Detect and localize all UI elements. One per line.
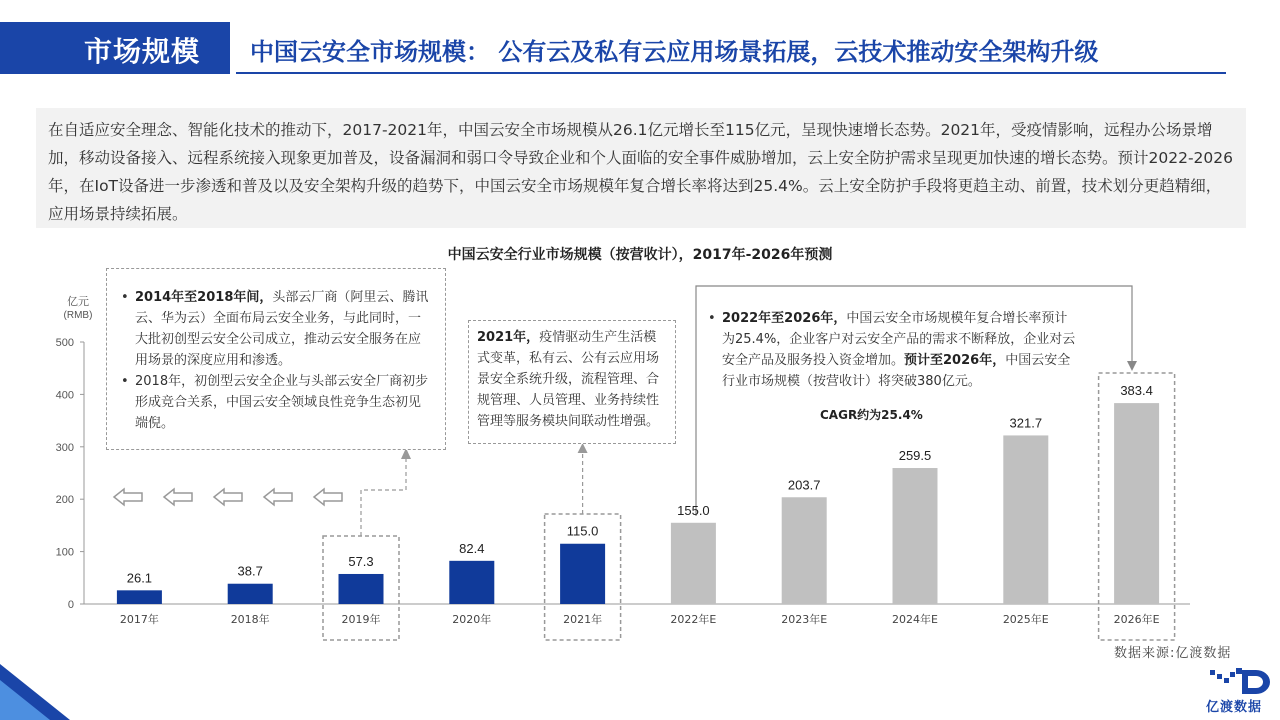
y-tick-label: 0: [67, 599, 74, 611]
data-label: 155.0: [677, 502, 710, 518]
x-tick-label: 2025年E: [1002, 613, 1049, 626]
cagr-label: CAGR约为25.4%: [820, 408, 923, 422]
bar: [560, 544, 605, 604]
bar: [1114, 403, 1159, 604]
y-axis-label: (RMB): [63, 310, 93, 321]
y-tick-label: 100: [55, 546, 74, 559]
left-arrow-icon: [114, 489, 142, 505]
callout-bullet: [113, 371, 431, 434]
callout-text: 中国云安全行业市场规模（按营收计）将突破380亿元。: [722, 353, 1071, 389]
bar: [449, 561, 494, 604]
callout-bold: 2021年，: [477, 330, 540, 345]
callout-text: 2018年，初创型云安全企业与头部云安全厂商初步形成竞合关系，中国云安全领域良性竞争生态初见端倪。: [135, 374, 429, 431]
connector-line: [361, 458, 406, 536]
data-label: 203.7: [787, 477, 821, 493]
corner-decoration: [0, 664, 70, 720]
callout-text: 中国云安全市场规模年复合增长率预计为25.4%，企业客户对云安全产品的需求不断释放，企业对云安全产品及服务投入资金增加。: [722, 311, 1076, 368]
y-tick-label: 200: [55, 494, 74, 507]
callout-bullet: [113, 287, 431, 371]
callout-bold: 预计至2026年，: [904, 353, 1006, 368]
section-label: 市场规模: [84, 35, 201, 68]
callout-2014-2018: [106, 268, 446, 450]
x-tick-label: 2019年: [341, 613, 381, 626]
bar: [782, 497, 827, 604]
bar: [893, 468, 938, 604]
y-tick-label: 500: [55, 337, 74, 349]
data-label: 38.7: [237, 563, 263, 579]
x-tick-label: 2018年: [230, 613, 270, 626]
data-label: 321.7: [1009, 415, 1043, 431]
left-arrow-icon: [314, 489, 342, 505]
callout-bold: 2022年至2026年，: [722, 311, 847, 326]
x-tick-label: 2021年: [563, 613, 603, 626]
x-tick-label: 2023年E: [781, 613, 828, 626]
bar: [228, 584, 273, 604]
data-label: 383.4: [1120, 383, 1153, 399]
left-arrow-icon: [214, 489, 242, 505]
bar: [671, 523, 716, 604]
forecast-arrowhead: [1127, 361, 1137, 371]
data-label: 259.5: [898, 448, 932, 464]
bar: [339, 574, 384, 604]
y-tick-label: 400: [55, 389, 74, 402]
y-axis-label: 亿元: [67, 296, 89, 308]
source-note: 数据来源:亿渡数据: [1114, 646, 1232, 661]
logo-text: 亿渡数据: [1206, 700, 1263, 715]
x-tick-label: 2020年: [452, 613, 492, 626]
callout-bullet: [700, 308, 1080, 392]
bar: [1003, 435, 1048, 604]
y-tick-label: 300: [55, 441, 74, 454]
x-tick-label: 2026年E: [1113, 613, 1160, 626]
bar: [117, 590, 162, 604]
summary-paragraph: 在自适应安全理念、智能化技术的推动下，2017-2021年，中国云安全市场规模从26.1亿元增长至115亿元，呈现快速增长态势。2021年，受疫情影响，远程办公场景增加，移动设备接入、远程系统接入现象更加普及，设备漏洞和弱口令导致企业和个人面临的安全事件威胁增加，云上安全防护需求呈现更加快速的增长态势。预计2022-2026年，在IoT设备进一步渗透和普及以及安全架构升级的趋势下，中国云安全市场规模年复合增长率将达到25.4%。云上安全防护手段将更趋主动、前置，技术划分更趋精细，应用场景持续拓展。: [36, 108, 1246, 228]
callout-text: 头部云厂商（阿里云、腾讯云、华为云）全面布局云安全业务，与此同时，一大批初创型云安全公司成立，推动云安全服务在应用场景的深度应用和渗透。: [135, 290, 429, 368]
data-label: 115.0: [566, 523, 599, 539]
x-tick-label: 2024年E: [892, 613, 938, 626]
callout-bold: 2014年至2018年间，: [135, 290, 273, 305]
left-arrow-icon: [264, 489, 292, 505]
data-label: 82.4: [459, 540, 485, 556]
x-tick-label: 2017年: [119, 613, 159, 626]
page-title: 中国云安全市场规模： 公有云及私有云应用场景拓展，云技术推动安全架构升级: [250, 38, 1099, 66]
callout-text: 疫情驱动生产生活模式变革，私有云、公有云应用场景安全系统升级，流程管理、合规管理、人员管理、业务持续性管理等服务模块间联动性增强。: [477, 330, 660, 429]
chart-title: 中国云安全行业市场规模（按营收计），2017年-2026年预测: [447, 247, 833, 263]
data-label: 26.1: [126, 570, 153, 586]
x-tick-label: 2022年E: [670, 613, 717, 626]
left-arrow-icon: [164, 489, 192, 505]
connector-arrowhead: [578, 443, 588, 453]
data-label: 57.3: [348, 553, 374, 569]
callout-2021: [468, 320, 676, 444]
callout-2022-2026: [694, 292, 1092, 404]
